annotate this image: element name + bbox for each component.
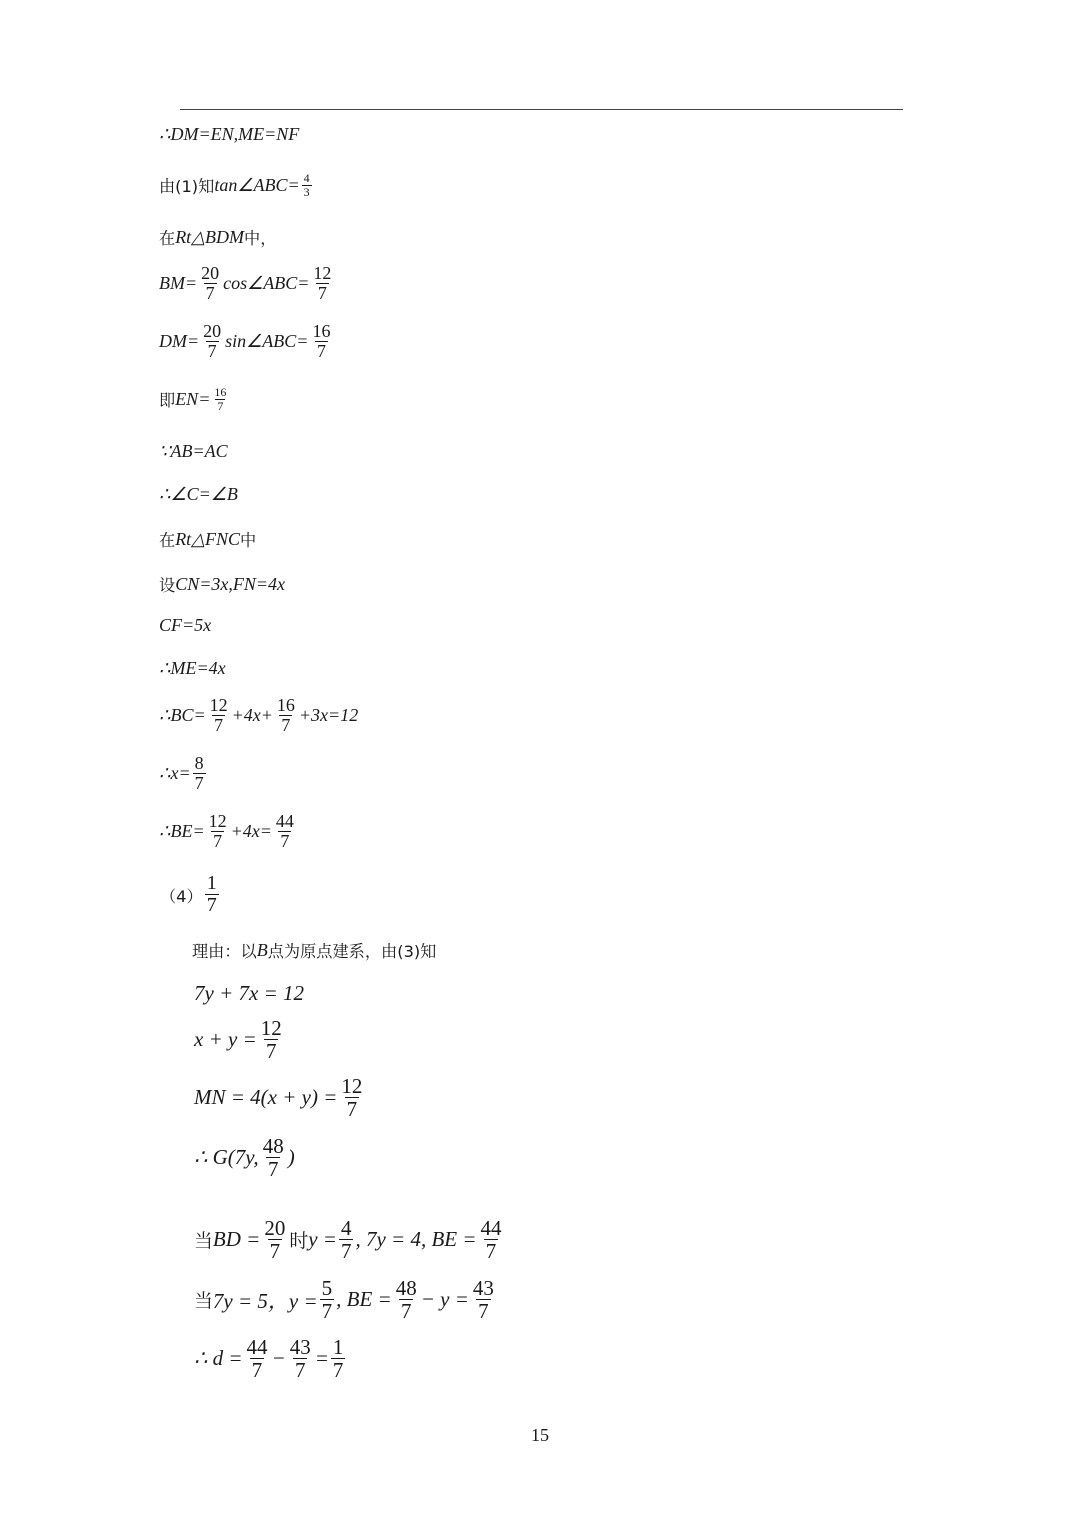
solution-line-9: 在 Rt△FNC 中 xyxy=(159,528,257,550)
header-rule xyxy=(180,109,903,110)
fraction: $\frac{12}{7}$ xyxy=(209,695,228,735)
fraction: $\frac{8}{7}$ xyxy=(194,753,204,793)
fraction: $\frac{16}{7}$ xyxy=(276,695,295,735)
solution-line-10: 设 CN=3x,FN=4x xyxy=(159,573,285,595)
fraction: $\frac{20}{7}$ xyxy=(264,1216,286,1264)
fraction: $\frac{44}{7}$ xyxy=(480,1216,502,1264)
equation-line-5: 当 BD = $\frac{20}{7}$ 时 y = $\frac{4}{7}$ , 7y = 4, BE = $\frac{44}{7}$ xyxy=(194,1216,502,1264)
solution-line-4: BM= $\frac{20}{7}$ cos∠ABC= $\frac{12}{7}$ xyxy=(159,263,332,303)
equation-line-3: MN = 4(x + y) = $\frac{12}{7}$ xyxy=(194,1074,363,1122)
fraction: $\frac{1}{7}$ xyxy=(332,1335,344,1383)
fraction: $\frac{12}{7}$ xyxy=(341,1074,363,1122)
solution-line-14: ∴x= $\frac{8}{7}$ xyxy=(159,753,204,793)
fraction: $\frac{20}{7}$ xyxy=(203,321,222,361)
solution-line-6: 即 EN= $\frac{16}{7}$ xyxy=(159,385,227,413)
fraction: $\frac{12}{7}$ xyxy=(260,1016,282,1064)
reason-line: 理由：以 B 点为原点建系，由(3)知 xyxy=(192,939,437,961)
fraction: $\frac{44}{7}$ xyxy=(246,1335,268,1383)
solution-line-5: DM= $\frac{20}{7}$ sin∠ABC= $\frac{16}{7}$ xyxy=(159,321,331,361)
equation-line-1: 7y + 7x = 12 xyxy=(194,981,304,1005)
solution-line-7: ∵AB=AC xyxy=(159,441,228,461)
fraction: $\frac{44}{7}$ xyxy=(275,811,294,851)
fraction: $\frac{4}{3}$ xyxy=(303,171,310,199)
solution-line-11: CF=5x xyxy=(159,615,212,635)
fraction: $\frac{5}{7}$ xyxy=(321,1276,333,1324)
solution-line-3: 在 Rt△BDM 中， xyxy=(159,226,277,248)
fraction: $\frac{48}{7}$ xyxy=(395,1276,417,1324)
fraction: $\frac{43}{7}$ xyxy=(472,1276,494,1324)
fraction: $\frac{20}{7}$ xyxy=(201,263,220,303)
solution-line-12: ∴ME=4x xyxy=(159,658,226,678)
fraction: $\frac{16}{7}$ xyxy=(214,385,227,413)
part-4-answer: （4） $\frac{1}{7}$ xyxy=(160,872,217,916)
solution-line-8: ∴∠C=∠B xyxy=(159,484,238,504)
equation-line-6: 当 7y = 5，y = $\frac{5}{7}$ , BE = $\frac{48}{7}$ − y = $\frac{43}{7}$ xyxy=(194,1276,494,1324)
solution-line-13: ∴BC= $\frac{12}{7}$ +4x+ $\frac{16}{7}$ +3x=12 xyxy=(159,695,359,735)
fraction: $\frac{12}{7}$ xyxy=(313,263,332,303)
fraction: $\frac{48}{7}$ xyxy=(262,1134,284,1182)
solution-line-1: ∴DM=EN,ME=NF xyxy=(159,124,300,144)
fraction: $\frac{12}{7}$ xyxy=(208,811,227,851)
page-number: 15 xyxy=(531,1425,549,1445)
equation-line-7: ∴ d = $\frac{44}{7}$ − $\frac{43}{7}$ = $\frac{1}{7}$ xyxy=(194,1335,344,1383)
fraction: $\frac{1}{7}$ xyxy=(206,872,217,916)
fraction: $\frac{4}{7}$ xyxy=(340,1216,352,1264)
fraction: $\frac{43}{7}$ xyxy=(289,1335,311,1383)
equation-line-2: x + y = $\frac{12}{7}$ xyxy=(194,1016,282,1064)
fraction: $\frac{16}{7}$ xyxy=(312,321,331,361)
equation-line-4: ∴ G(7y, $\frac{48}{7}$ ) xyxy=(194,1134,295,1182)
solution-line-15: ∴BE= $\frac{12}{7}$ +4x= $\frac{44}{7}$ xyxy=(159,811,294,851)
solution-line-2: 由(1)知 tan∠ABC= $\frac{4}{3}$ xyxy=(159,171,310,199)
